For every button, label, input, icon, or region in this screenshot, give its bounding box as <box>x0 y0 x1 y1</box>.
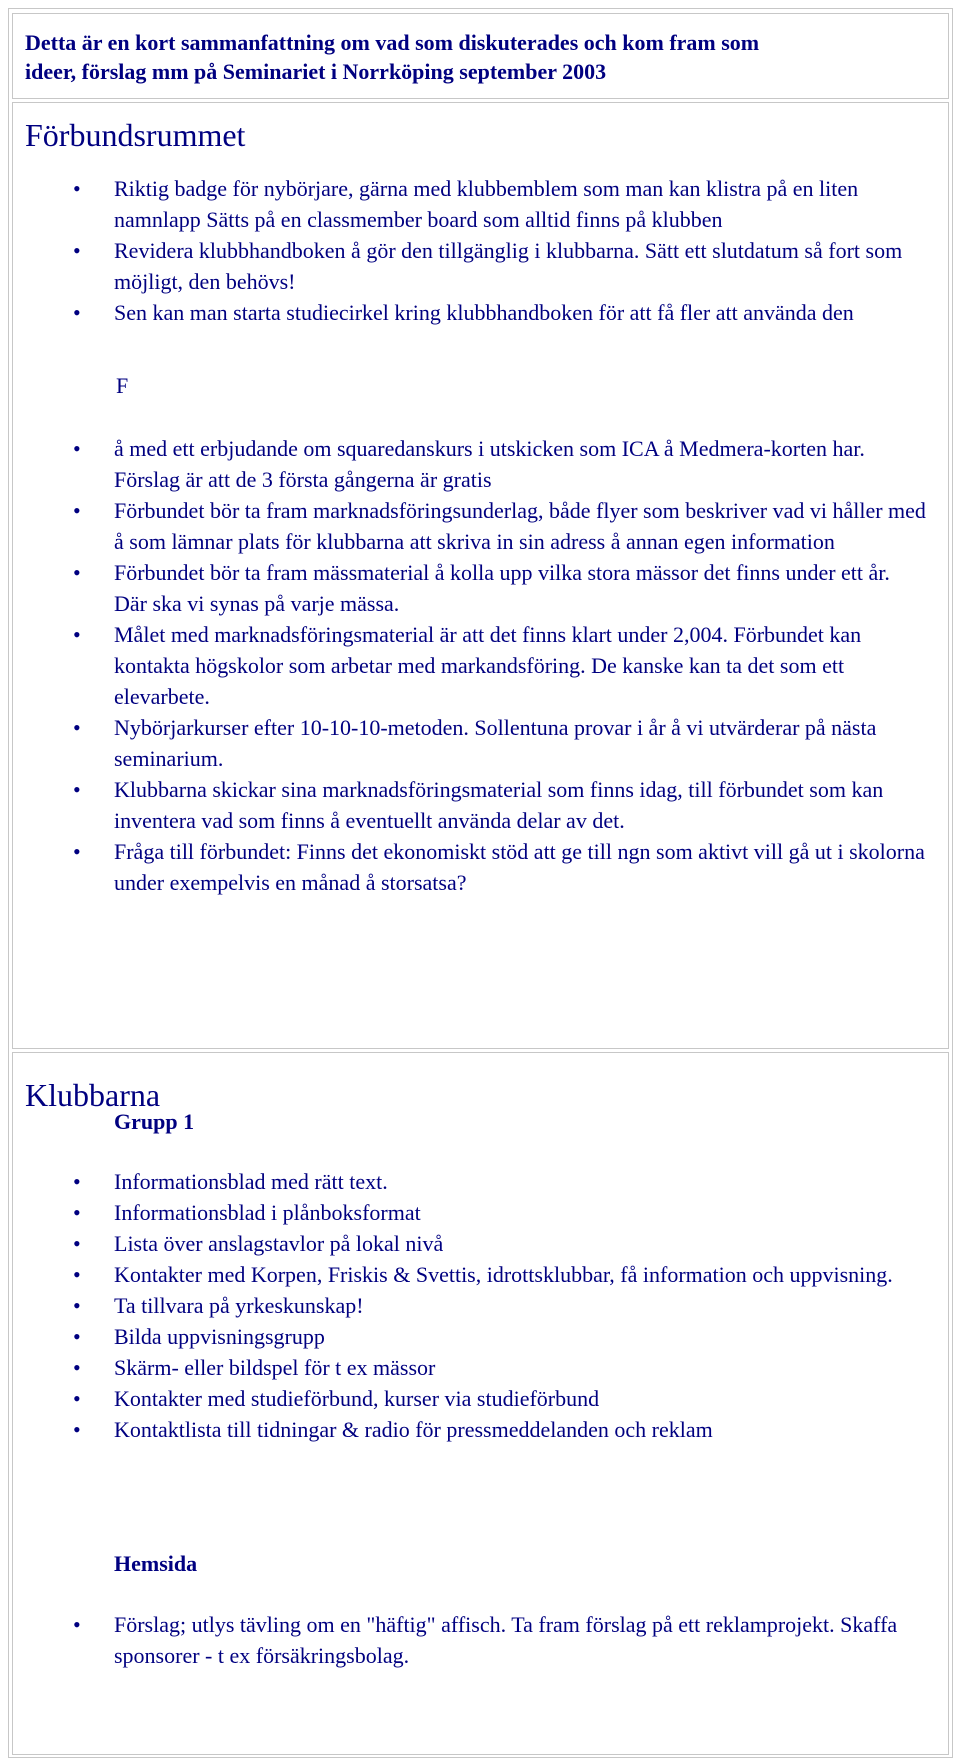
section-forbundsrummet <box>12 102 949 1049</box>
bullet-icon: • <box>73 1324 81 1349</box>
bullet-icon: • <box>73 560 81 585</box>
list-item: • Lista över anslagstavlor på lokal nivå <box>13 1228 948 1259</box>
bullet-icon: • <box>73 176 81 201</box>
list-item: • Bilda uppvisningsgrupp <box>13 1321 948 1352</box>
list-item: • Sen kan man starta studiecirkel kring klubbhandboken för att få fler att använda den <box>13 297 948 328</box>
bullet-icon: • <box>73 436 81 461</box>
bullet-icon: • <box>73 1386 81 1411</box>
bullet-icon: • <box>73 1231 81 1256</box>
bullet-icon: • <box>73 715 81 740</box>
intro-box <box>12 13 949 99</box>
bullet-icon: • <box>73 300 81 325</box>
bullet-icon: • <box>73 1293 81 1318</box>
intro-line-1: Detta är en kort sammanfattning om vad som diskuterades och kom fram som <box>25 30 760 55</box>
list-item: • Nybörjarkurser efter 10-10-10-metoden. Sollentuna provar i år å vi utvärderar på nästa seminarium. <box>13 712 948 774</box>
list-item: • Förbundet bör ta fram mässmaterial å kolla upp vilka stora mässor det finns under ett år. Där ska vi synas på varje mässa. <box>13 557 948 619</box>
bullet-icon: • <box>73 839 81 864</box>
list-item: • Informationsblad i plånboksformat <box>13 1197 948 1228</box>
list-item: • Kontaktlista till tidningar & radio för pressmeddelanden och reklam <box>13 1414 948 1445</box>
list-item: • Förslag; utlys tävling om en "häftig" affisch. Ta fram förslag på ett reklamprojekt. Skaffa sponsorer - t ex försäkringsbolag. <box>13 1609 948 1671</box>
bullet-icon: • <box>73 498 81 523</box>
forbundsrummet-list-b <box>13 433 948 898</box>
intro-line-2: ideer, förslag mm på Seminariet i Norrköping september 2003 <box>25 59 607 84</box>
bullet-icon: • <box>73 1612 81 1637</box>
section-klubbarna <box>12 1052 949 1755</box>
document-page <box>8 8 953 1758</box>
list-item: • Revidera klubbhandboken å gör den tillgänglig i klubbarna. Sätt ett slutdatum så fort som möjligt, den behövs! <box>13 235 948 297</box>
list-item: • Förbundet bör ta fram marknadsföringsunderlag, både flyer som beskriver vad vi håller med å som lämnar plats för klubbarna att skriva in sin adress å annan egen information <box>13 495 948 557</box>
list-item: • Skärm- eller bildspel för t ex mässor <box>13 1352 948 1383</box>
forbundsrummet-list-a <box>13 173 948 328</box>
bullet-icon: • <box>73 1417 81 1442</box>
bullet-icon: • <box>73 1169 81 1194</box>
section-title-forbundsrummet: Förbundsrummet <box>25 117 246 153</box>
list-item: • å med ett erbjudande om squaredanskurs i utskicken som ICA å Medmera-korten har. Förslag är att de 3 första gångerna är gratis <box>13 433 948 495</box>
bullet-icon: • <box>73 1200 81 1225</box>
list-item: • Kontakter med studieförbund, kurser via studieförbund <box>13 1383 948 1414</box>
list-item: • Målet med marknadsföringsmaterial är att det finns klart under 2,004. Förbundet kan kontakta högskolor som arbetar med markandsföring. De kanske kan ta det som ett elevarbete. <box>13 619 948 712</box>
list-item: • Ta tillvara på yrkeskunskap! <box>13 1290 948 1321</box>
group-1-label: Grupp 1 <box>114 1109 195 1134</box>
hemsida-list <box>13 1609 948 1671</box>
section-title-klubbarna: Klubbarna <box>25 1077 161 1113</box>
list-item: • Fråga till förbundet: Finns det ekonomiskt stöd att ge till ngn som aktivt vill gå ut i skolorna under exempelvis en månad å storsatsa? <box>13 836 948 898</box>
list-item: • Riktig badge för nybörjare, gärna med klubbemblem som man kan klistra på en liten namnlapp Sätts på en classmember board som alltid finns på klubben <box>13 173 948 235</box>
list-item: • Klubbarna skickar sina marknadsföringsmaterial som finns idag, till förbundet som kan inventera vad som finns å eventuellt använda delar av det. <box>13 774 948 836</box>
list-item: • Informationsblad med rätt text. <box>13 1166 948 1197</box>
hemsida-label: Hemsida <box>114 1551 198 1576</box>
bullet-icon: • <box>73 777 81 802</box>
lone-letter: F <box>116 373 129 398</box>
bullet-icon: • <box>73 1262 81 1287</box>
bullet-icon: • <box>73 622 81 647</box>
list-item: • Kontakter med Korpen, Friskis & Svettis, idrottsklubbar, få information och uppvisning. <box>13 1259 948 1290</box>
bullet-icon: • <box>73 1355 81 1380</box>
group-1-list <box>13 1166 948 1445</box>
bullet-icon: • <box>73 238 81 263</box>
